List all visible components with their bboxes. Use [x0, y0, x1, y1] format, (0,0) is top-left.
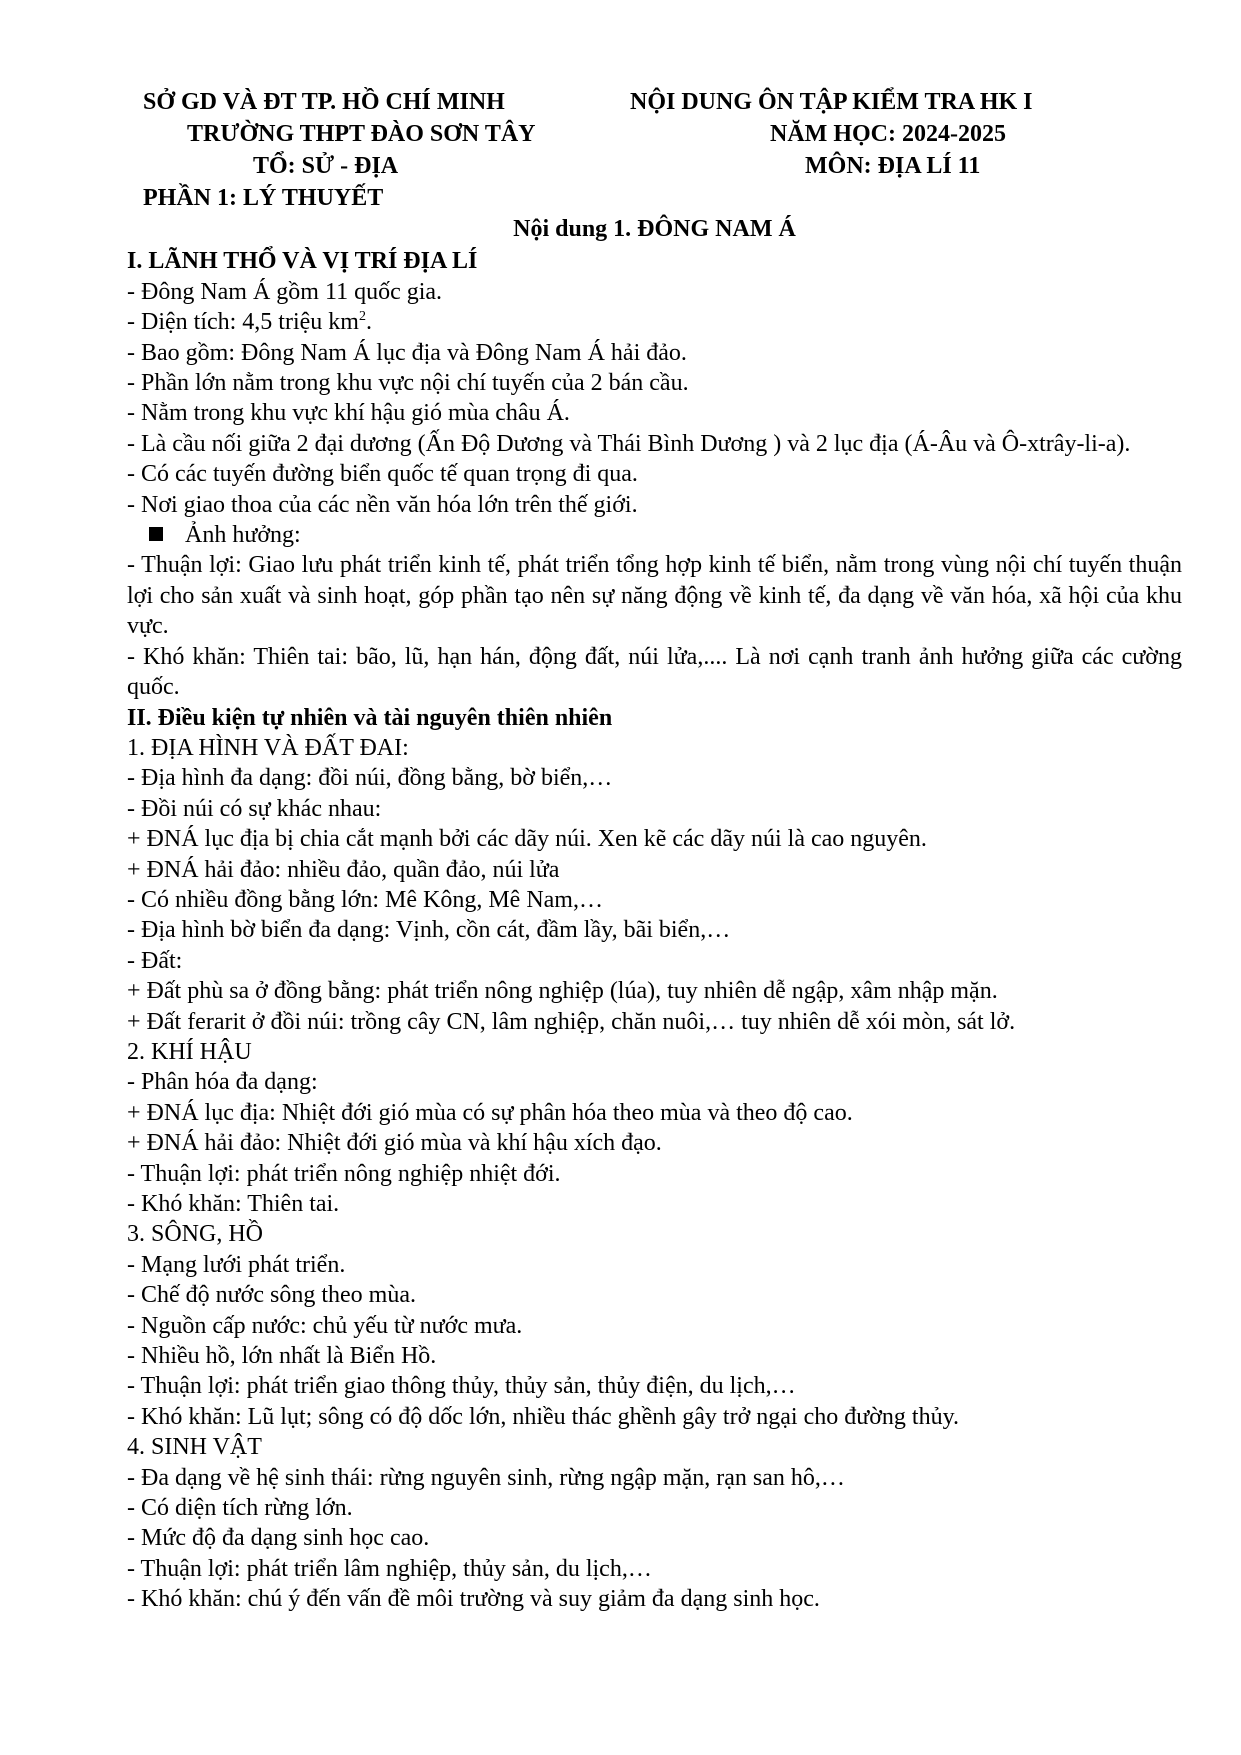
- text-line: - Nhiều hồ, lớn nhất là Biển Hồ.: [127, 1343, 437, 1370]
- text-line: - Có các tuyến đường biển quốc tế quan trọng đi qua.: [127, 461, 638, 488]
- text-line: - Thuận lợi: phát triển nông nghiệp nhiệt đới.: [127, 1160, 561, 1187]
- text-line: + ĐNÁ lục địa: Nhiệt đới gió mùa có sự phân hóa theo mùa và theo độ cao.: [127, 1099, 853, 1126]
- square-bullet-icon: [149, 527, 163, 541]
- text-line: - Đồi núi có sự khác nhau:: [127, 795, 382, 822]
- header-department: SỞ GD VÀ ĐT TP. HỒ CHÍ MINH: [143, 89, 505, 115]
- influence-heading: Ảnh hưởng:: [127, 520, 1182, 550]
- header-school: TRƯỜNG THPT ĐÀO SƠN TÂY: [187, 121, 536, 147]
- text-line: + ĐNÁ hải đảo: nhiều đảo, quần đảo, núi lửa: [127, 856, 560, 883]
- header-group: TỔ: SỬ - ĐỊA: [253, 153, 399, 179]
- text-line: - Có nhiều đồng bằng lớn: Mê Kông, Mê Nam,…: [127, 886, 603, 913]
- text-line: - Mức độ đa dạng sinh học cao.: [127, 1525, 430, 1552]
- text-line: - Phân hóa đa dạng:: [127, 1069, 318, 1096]
- part-heading: PHẦN 1: LÝ THUYẾT: [143, 185, 384, 211]
- header-school-year: NĂM HỌC: 2024-2025: [770, 121, 1006, 147]
- text-line: - Đông Nam Á gồm 11 quốc gia.: [127, 278, 443, 305]
- text-line: - Phần lớn nằm trong khu vực nội chí tuyến của 2 bán cầu.: [127, 370, 689, 397]
- section-1-title: I. LÃNH THỔ VÀ VỊ TRÍ ĐỊA LÍ: [127, 248, 478, 275]
- subsection-climate-title: 2. KHÍ HẬU: [127, 1038, 252, 1065]
- text-line: - Khó khăn: Thiên tai.: [127, 1191, 340, 1217]
- text-line: + ĐNÁ lục địa bị chia cắt mạnh bởi các dãy núi. Xen kẽ các dãy núi là cao nguyên.: [127, 826, 927, 853]
- text-line: - Chế độ nước sông theo mùa.: [127, 1282, 416, 1309]
- text-line: - Địa hình bờ biển đa dạng: Vịnh, cồn cát, đầm lầy, bãi biển,…: [127, 917, 731, 944]
- difficulties-paragraph: - Khó khăn: Thiên tai: bão, lũ, hạn hán, động đất, núi lửa,.... Là nơi cạnh tranh ảnh hưởng giữa các cường quốc.: [127, 643, 1182, 701]
- text-line: - Nơi giao thoa của các nền văn hóa lớn trên thế giới.: [127, 491, 638, 518]
- text-line: - Khó khăn: Lũ lụt; sông có độ dốc lớn, nhiều thác ghềnh gây trở ngại cho đường thủy.: [127, 1403, 960, 1430]
- text-line: - Đa dạng về hệ sinh thái: rừng nguyên sinh, rừng ngập mặn, rạn san hô,…: [127, 1464, 845, 1491]
- text-line: - Nguồn cấp nước: chủ yếu từ nước mưa.: [127, 1312, 523, 1339]
- text-line: - Địa hình đa dạng: đồi núi, đồng bằng, bờ biển,…: [127, 765, 613, 792]
- text-line: - Nằm trong khu vực khí hậu gió mùa châu Á.: [127, 400, 570, 427]
- subsection-rivers-title: 3. SÔNG, HỒ: [127, 1221, 264, 1248]
- area-line: - Diện tích: 4,5 triệu $km^2$.: [127, 309, 372, 336]
- text-line: + ĐNÁ hải đảo: Nhiệt đới gió mùa và khí hậu xích đạo.: [127, 1130, 662, 1157]
- text-line: + Đất ferarit ở đồi núi: trồng cây CN, lâm nghiệp, chăn nuôi,… tuy nhiên dễ xói mòn, sát lở.: [127, 1008, 1016, 1035]
- section-2-title: II. Điều kiện tự nhiên và tài nguyên thiên nhiên: [127, 704, 613, 731]
- content-title: Nội dung 1. ĐÔNG NAM Á: [513, 216, 796, 242]
- text-line: - Khó khăn: chú ý đến vấn đề môi trường và suy giảm đa dạng sinh học.: [127, 1586, 820, 1613]
- text-line: - Có diện tích rừng lớn.: [127, 1495, 353, 1522]
- text-line: - Thuận lợi: phát triển lâm nghiệp, thủy sản, du lịch,…: [127, 1555, 652, 1582]
- header-exam-title: NỘI DUNG ÔN TẬP KIỂM TRA HK I: [630, 89, 1033, 115]
- subsection-biology-title: 4. SINH VẬT: [127, 1434, 262, 1461]
- header-subject: MÔN: ĐỊA LÍ 11: [805, 153, 981, 179]
- text-line: - Thuận lợi: phát triển giao thông thủy, thủy sản, thủy điện, du lịch,…: [127, 1373, 796, 1400]
- text-line: - Mạng lưới phát triển.: [127, 1251, 346, 1278]
- advantages-paragraph: - Thuận lợi: Giao lưu phát triển kinh tế, phát triển tổng hợp kinh tế biển, nằm trong vùng nội chí tuyến thuận lợi cho sản xuất và sinh hoạt, góp phần tạo nên sự năng động về kinh tế, đa dạng về văn hóa, xã hội của khu vực.: [127, 552, 1182, 640]
- subsection-terrain-title: 1. ĐỊA HÌNH VÀ ĐẤT ĐAI:: [127, 734, 409, 761]
- text-line: + Đất phù sa ở đồng bằng: phát triển nông nghiệp (lúa), tuy nhiên dễ ngập, xâm nhập mặn.: [127, 978, 998, 1005]
- text-line: - Bao gồm: Đông Nam Á lục địa và Đông Nam Á hải đảo.: [127, 339, 687, 366]
- text-line: - Là cầu nối giữa 2 đại dương (Ấn Độ Dương và Thái Bình Dương ) và 2 lục địa (Á-Âu và Ô-xtrây-li-a).: [127, 430, 1131, 457]
- text-line: - Đất:: [127, 947, 183, 974]
